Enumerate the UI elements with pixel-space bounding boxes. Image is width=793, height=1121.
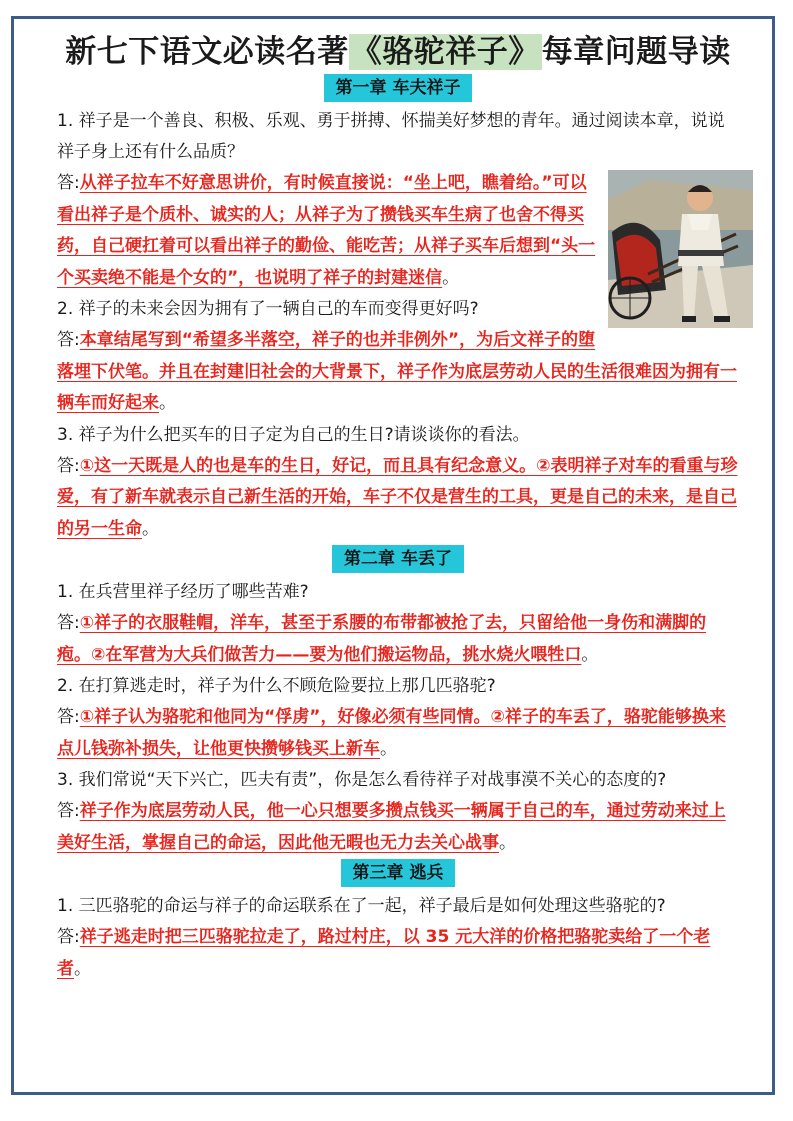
answer-text: ①祥子的衣服鞋帽，洋车，甚至于系腰的布带都被抢了去，只留给他一身伤和满脚的疱。②在军营为大兵们做苦力——要为他们搬运物品，挑水烧火喂牲口 (57, 613, 707, 665)
title-book-name: 《骆驼祥子》 (350, 34, 540, 70)
answer-end: 。 (380, 738, 397, 759)
answer-label: 答: (57, 613, 80, 633)
answer-text: 本章结尾写到“希望多半落空，祥子的也并非例外”，为后文祥子的堕落埋下伏笔。并且在封建旧社会的大背景下，祥子作为底层劳动人民的生活很难因为拥有一辆车而好起来 (57, 330, 737, 413)
page-title (47, 30, 749, 74)
chapter-2-heading: 第二章 车丢了 (332, 545, 464, 573)
answer-text: ①祥子认为骆驼和他同为“俘虏”，好像必须有些同情。②祥子的车丢了，骆驼能够换来点儿钱弥补损失，让他更快攒够钱买上新车 (57, 707, 726, 759)
answer-end: 。 (142, 518, 159, 539)
answer-2-3 (57, 796, 739, 859)
question-1-2: 2. 祥子的未来会因为拥有了一辆自己的车而变得更好吗? (57, 299, 479, 319)
question-2-1: 1. 在兵营里祥子经历了哪些苦难? (57, 582, 309, 602)
question-3-1: 1. 三匹骆驼的命运与祥子的命运联系在了一起，祥子最后是如何处理这些骆驼的? (57, 896, 666, 916)
question-1-3: 3. 祥子为什么把买车的日子定为自己的生日?请谈谈你的看法。 (57, 424, 530, 445)
answer-end: 。 (442, 267, 460, 288)
answer-text: 祥子逃走时把三匹骆驼拉走了，路过村庄，以 35 元大洋的价格把骆驼卖给了一个老者 (57, 927, 711, 979)
question-2-2: 2. 在打算逃走时，祥子为什么不顾危险要拉上那几匹骆驼? (57, 676, 496, 696)
rickshaw-puller-illustration (608, 170, 753, 328)
answer-end: 。 (74, 958, 91, 979)
answer-end: 。 (159, 393, 176, 413)
answer-text: 从祥子拉车不好意思讲价，有时候直接说：“坐上吧，瞧着给。”可以看出祥子是个质朴、诚实的人；从祥子为了攒钱买车生病了也舍不得买药，自己硬扛着可以看出祥子的勤俭、能吃苦；从祥子买车后想到“头一个买卖绝不能是个女的”，也说明了祥子的封建迷信 (57, 173, 596, 288)
answer-2-1 (57, 608, 739, 671)
answer-label: 答: (57, 927, 80, 947)
answer-1-3 (57, 451, 739, 546)
answer-2-2 (57, 702, 739, 765)
chapter-1-heading-row (57, 74, 739, 106)
answer-end: 。 (499, 832, 516, 853)
answer-label: 答: (57, 330, 80, 350)
answer-label: 答: (57, 707, 80, 727)
chapter-1-heading: 第一章 车夫祥子 (324, 74, 473, 102)
title-prefix: 新七下语文必读名著 (65, 34, 349, 70)
title-suffix: 每章问题导读 (541, 34, 731, 70)
answer-label: 答: (57, 801, 80, 821)
answer-3-1 (57, 922, 739, 985)
document-body (57, 30, 739, 985)
answer-text: ①这一天既是人的也是车的生日，好记，而且具有纪念意义。②表明祥子对车的看重与珍爱，有了新车就表示自己新生活的开始，车子不仅是营生的工具，更是自己的未来，是自己的另一生命 (57, 455, 738, 539)
chapter-3-heading: 第三章 逃兵 (341, 859, 456, 887)
answer-label: 答: (57, 173, 80, 193)
answer-label: 答: (57, 455, 80, 476)
answer-end: 。 (581, 644, 599, 665)
question-2-3: 3. 我们常说“天下兴亡，匹夫有责”，你是怎么看待祥子对战事漠不关心的态度的? (57, 770, 667, 790)
answer-text: 祥子作为底层劳动人民，他一心只想要多攒点钱买一辆属于自己的车，通过劳动来过上美好生活，掌握自己的命运，因此他无暇也无力去关心战事 (57, 801, 726, 853)
question-1-1: 1. 祥子是一个善良、积极、乐观、勇于拼搏、怀揣美好梦想的青年。通过阅读本章，说说祥子身上还有什么品质？ (57, 111, 725, 162)
answer-1-2 (57, 325, 739, 420)
chapter-3-heading-row (57, 859, 739, 891)
chapter-2-heading-row (57, 545, 739, 577)
